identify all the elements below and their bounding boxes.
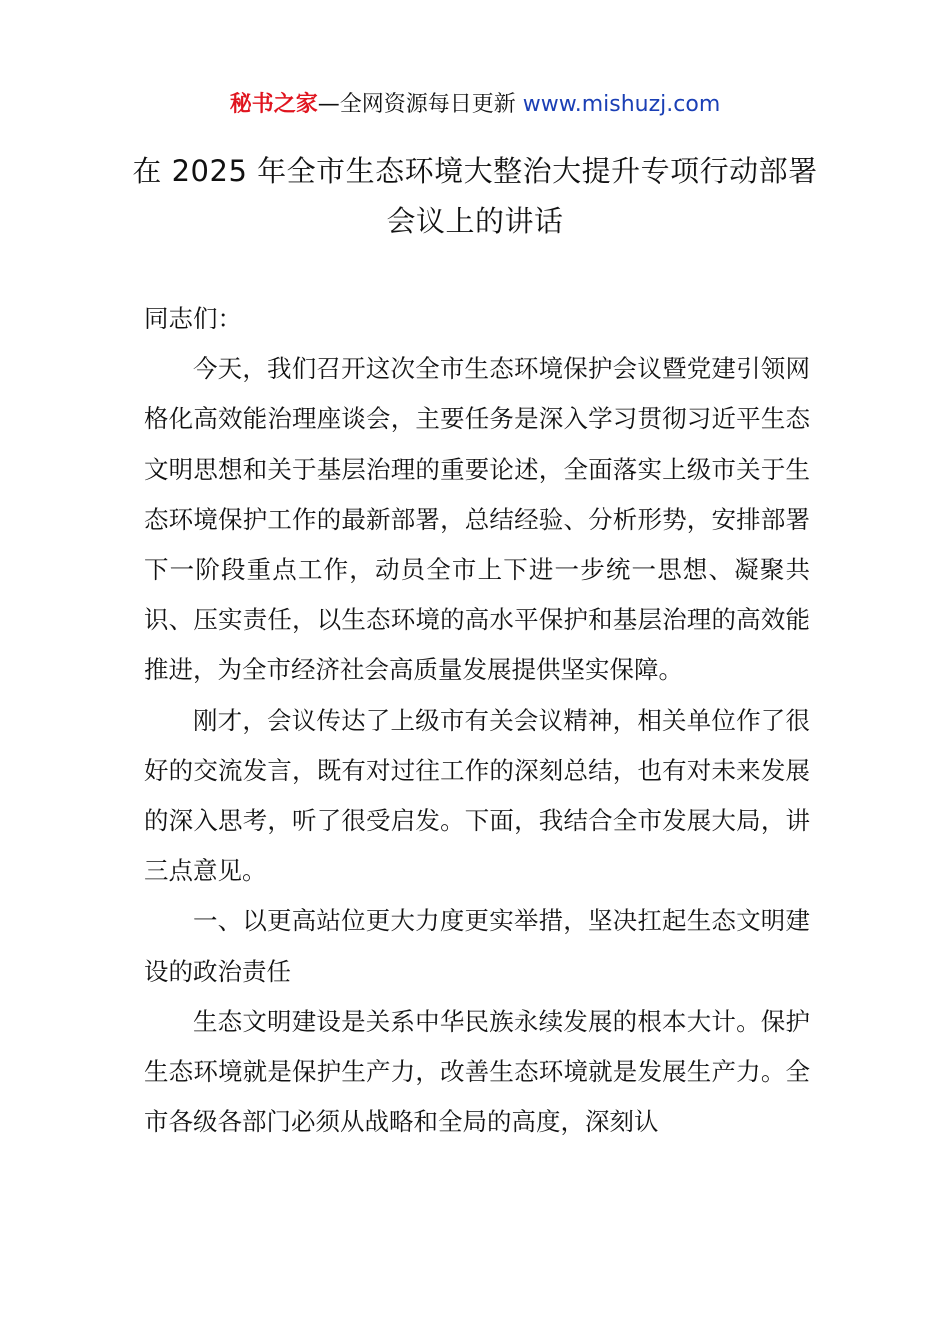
document-title: 在 2025 年全市生态环境大整治大提升专项行动部署会议上的讲话 [132, 154, 818, 238]
paragraph: 生态文明建设是关系中华民族永续发展的根本大计。保护生态环境就是保护生产力，改善生态环境就是发展生产力。全市各级各部门必须从战略和全局的高度，深刻认 [144, 1006, 810, 1137]
header-tagline: 全网资源每日更新 [339, 92, 523, 117]
section-heading: 一、以更高站位更大力度更实举措，坚决扛起生态文明建设的政治责任 [144, 906, 810, 986]
paragraph: 刚才，会议传达了上级市有关会议精神，相关单位作了很好的交流发言，既有对过往工作的深刻总结，也有对未来发展的深入思考，听了很受启发。下面，我结合全市发展大局，讲三点意见。 [144, 705, 810, 886]
site-header [0, 88, 950, 122]
brand-name[interactable]: 秘书之家 [229, 92, 318, 117]
site-url-link[interactable]: www.mishuzj.com [522, 92, 721, 117]
salutation: 同志们： [144, 304, 242, 333]
paragraph: 今天，我们召开这次全市生态环境保护会议暨党建引领网格化高效能治理座谈会，主要任务是深入学习贯彻习近平生态文明思想和关于基层治理的重要论述，全面落实上级市关于生态环境保护工作的最新部署，总结经验、分析形势，安排部署下一阶段重点工作，动员全市上下进一步统一思想、凝聚共识、压实责任，以生态环境的高水平保护和基层治理的高效能推进，为全市经济社会高质量发展提供坚实保障。 [144, 354, 810, 685]
header-dash: — [317, 92, 340, 117]
document-body [144, 294, 810, 1147]
